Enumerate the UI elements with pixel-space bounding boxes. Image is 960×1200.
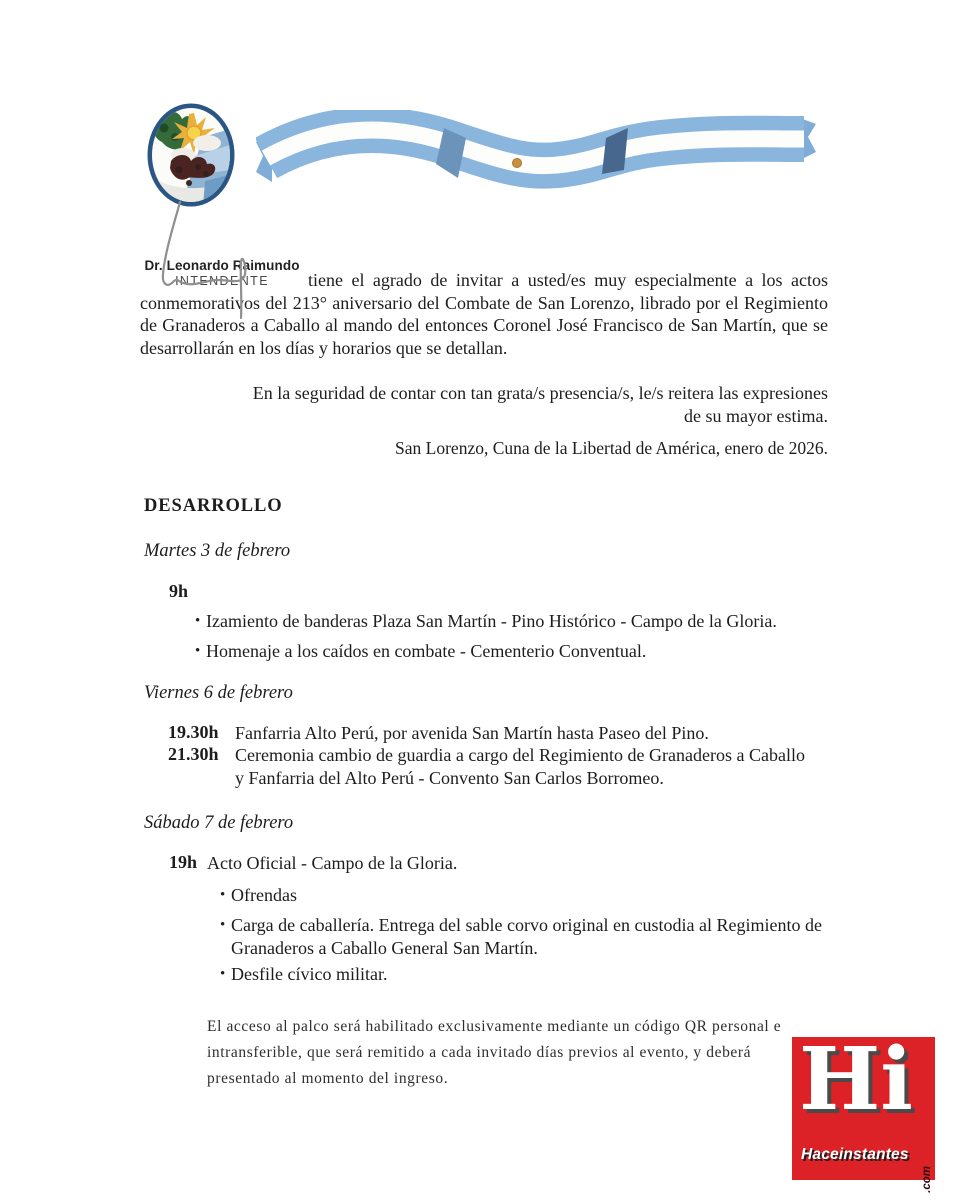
- logo-text: Hi: [799, 1029, 913, 1130]
- event-time: 9h: [169, 581, 189, 601]
- bullet-dot: •: [220, 966, 226, 982]
- event-time: 19.30h: [168, 722, 219, 742]
- bullet-item: [220, 914, 845, 959]
- bullet-dot: •: [195, 613, 201, 629]
- event-text: Fanfarria Alto Perú, por avenida San Martín hasta Paseo del Pino.: [235, 723, 709, 743]
- day-label-tuesday: Martes 3 de febrero: [144, 541, 291, 561]
- event-text-line: y Fanfarria del Alto Perú - Convento San Carlos Borromeo.: [235, 767, 664, 788]
- footer-note: [207, 1014, 781, 1092]
- bullet-text-line: Granaderos a Caballo General San Martín.: [231, 937, 538, 958]
- day-label-saturday: Sábado 7 de febrero: [144, 813, 294, 833]
- signature-scribble-icon: [138, 190, 288, 322]
- dateline: San Lorenzo, Cuna de la Libertad de América, enero de 2026.: [395, 438, 828, 458]
- bullet-text: Desfile cívico militar.: [231, 964, 388, 984]
- event-text: Acto Oficial - Campo de la Gloria.: [207, 853, 458, 873]
- signer-name: Dr. Leonardo Raimundo: [144, 258, 300, 273]
- haceinstantes-logo: [792, 1029, 935, 1193]
- intro-paragraph: tiene el agrado de invitar a usted/es muy especialmente a los actos conmemorativos del 213° aniversario del Combate de San Lorenzo, librado por el Regimiento de Granaderos a Caballo al mando del entonces Coronel José Francisco de San Martín, que se desarrollarán en los días y horarios que se detallan.: [140, 270, 828, 358]
- bullet-item: [220, 884, 840, 907]
- event-text: [235, 744, 835, 789]
- bullet-item: [220, 963, 840, 986]
- event-text-line: Ceremonia cambio de guardia a cargo del Regimiento de Granaderos a Caballo: [235, 745, 805, 765]
- schedule-heading: DESARROLLO: [144, 496, 283, 516]
- bullet-item: [195, 610, 835, 633]
- bullet-text-line: Carga de caballería. Entrega del sable corvo original en custodia al Regimiento de: [231, 915, 822, 935]
- bullet-item: [195, 640, 835, 663]
- bullet-text: Izamiento de banderas Plaza San Martín - Pino Histórico - Campo de la Gloria.: [206, 611, 777, 631]
- bullet-dot: •: [220, 887, 226, 903]
- footer-note-line: intransferible, que será remitido a cada invitado días previos al evento, y deberá: [207, 1044, 752, 1061]
- bullet-dot: •: [195, 643, 201, 659]
- logo-subtext: Haceinstantes: [801, 1146, 909, 1163]
- event-time: 21.30h: [168, 744, 219, 764]
- bullet-dot: •: [220, 917, 226, 933]
- event-time: 19h: [169, 852, 198, 872]
- footer-note-line: presentado al momento del ingreso.: [207, 1070, 449, 1087]
- logo-suffix: .com: [921, 1166, 933, 1193]
- day-label-friday: Viernes 6 de febrero: [144, 683, 293, 703]
- bullet-text: [231, 914, 822, 959]
- footer-note-line: El acceso al palco será habilitado exclusivamente mediante un código QR personal e: [207, 1018, 782, 1035]
- bullet-text: Homenaje a los caídos en combate - Cementerio Conventual.: [206, 641, 647, 661]
- argentine-flag-ribbon-icon: [256, 110, 816, 198]
- bullet-text: Ofrendas: [231, 885, 297, 905]
- signer-title: INTENDENTE: [175, 274, 269, 288]
- courtesy-paragraph: En la seguridad de contar con tan grata/s presencia/s, le/s reitera las expresiones de su mayor estima.: [252, 383, 828, 426]
